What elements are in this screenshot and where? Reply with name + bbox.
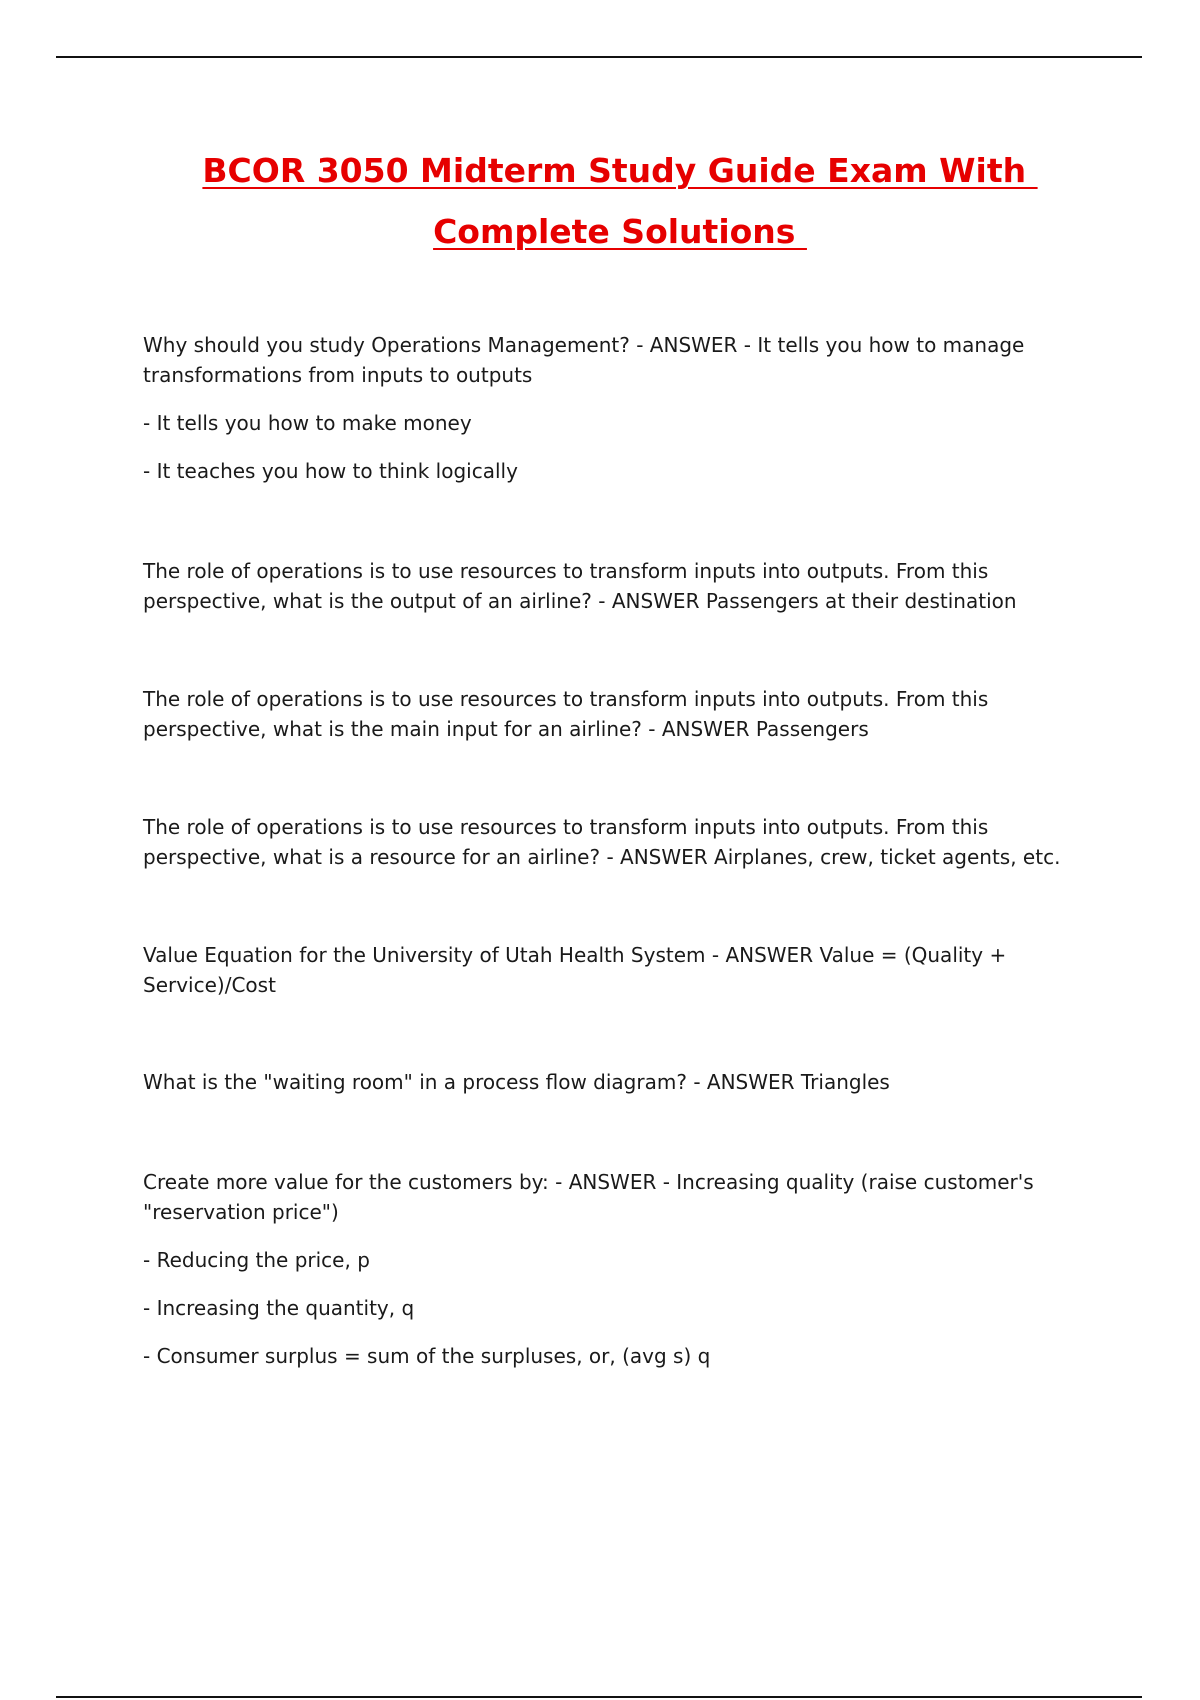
qa-question: The role of operations is to use resources to transform inputs into outputs. From this perspective, what is the main input for an airline? - ANSWER Passengers [143,687,989,741]
qa-bullet: - Consumer surplus = sum of the surpluses, or, (avg s) q [143,1344,711,1368]
qa-item [143,684,1098,744]
qa-question: Create more value for the customers by: - ANSWER - Increasing quality (raise customer's "reservation price") [143,1170,1034,1224]
qa-item [143,812,1098,872]
qa-item [143,1067,1098,1097]
qa-question: What is the "waiting room" in a process flow diagram? - ANSWER Triangles [143,1070,890,1094]
qa-item [143,330,1098,486]
top-rule [56,56,1142,58]
qa-item [143,940,1098,1000]
qa-question: The role of operations is to use resources to transform inputs into outputs. From this perspective, what is the output of an airline? - ANSWER Passengers at their destination [143,559,1017,613]
title-line-1: BCOR 3050 Midterm Study Guide Exam With [202,151,1038,190]
qa-bullet: - It teaches you how to think logically [143,459,518,483]
qa-item [143,556,1098,616]
qa-question: Value Equation for the University of Utah Health System - ANSWER Value = (Quality + Service)/Cost [143,943,1007,997]
qa-bullet: - It tells you how to make money [143,411,472,435]
document-body [143,330,1098,1371]
title-line-2: Complete Solutions [433,212,807,251]
qa-question: Why should you study Operations Management? - ANSWER - It tells you how to manage transformations from inputs to outputs [143,333,1025,387]
bottom-rule [56,1696,1142,1698]
qa-bullet: - Reducing the price, p [143,1248,370,1272]
qa-bullet: - Increasing the quantity, q [143,1296,415,1320]
page-title [100,140,1140,262]
qa-question: The role of operations is to use resources to transform inputs into outputs. From this perspective, what is a resource for an airline? - ANSWER Airplanes, crew, ticket agents, etc. [143,815,1061,869]
qa-item [143,1167,1098,1371]
